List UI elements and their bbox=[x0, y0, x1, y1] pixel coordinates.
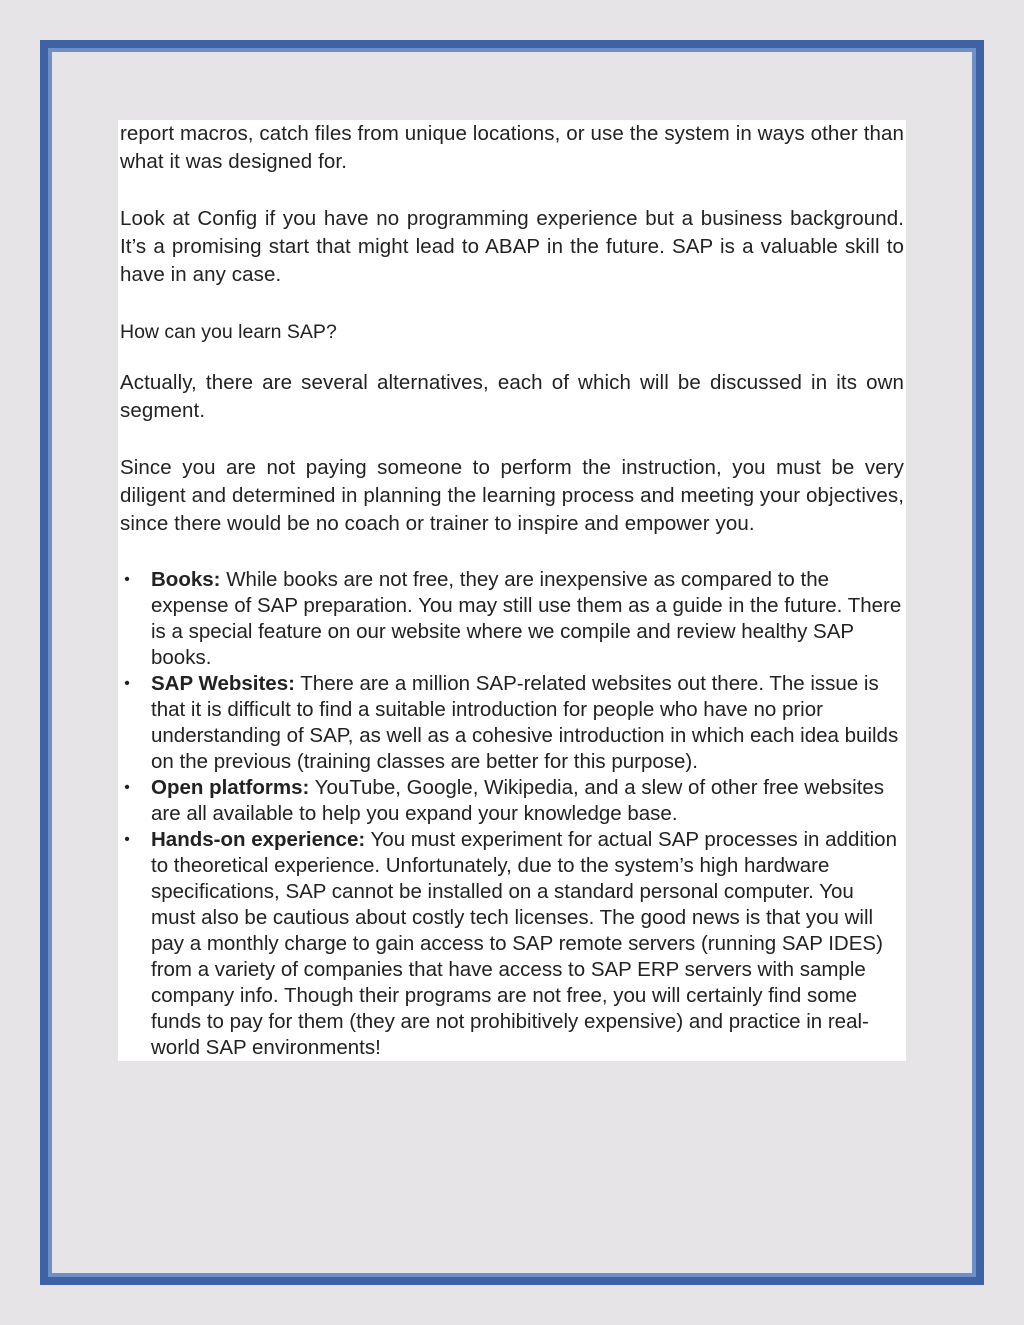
list-item-term: SAP Websites: bbox=[151, 672, 295, 695]
bullet-icon: • bbox=[124, 779, 130, 796]
list-item-text: You must experiment for actual SAP processes in addition to theoretical experience. Unfortunately, due to the system’s high hardware specifications, SAP cannot be installed on a standard personal computer. You must also be cautious about costly tech licenses. The good news is that you will pay a monthly charge to gain access to SAP remote servers (running SAP IDES) from a variety of companies that have access to SAP ERP servers with sample company info. Though their programs are not free, you will certainly find some funds to pay for them (they are not prohibitively expensive) and practice in real-world SAP environments! bbox=[151, 828, 897, 1059]
list-item-term: Books: bbox=[151, 568, 221, 591]
document-text-block bbox=[118, 120, 906, 1061]
list-item-text: There are a million SAP-related websites out there. The issue is that it is difficult to find a suitable introduction for people who have no prior understanding of SAP, as well as a cohesive introduction in which each idea builds on the previous (training classes are better for this purpose). bbox=[151, 672, 899, 773]
bullet-icon: • bbox=[124, 571, 130, 588]
list-item-books bbox=[118, 567, 906, 671]
paragraph-config: Look at Config if you have no programming experience but a business background. It’s a promising start that might lead to ABAP in the future. SAP is a valuable skill to have in any case. bbox=[120, 207, 904, 286]
bullet-icon: • bbox=[124, 675, 130, 692]
list-item-text: YouTube, Google, Wikipedia, and a slew of other free websites are all available to help you expand your knowledge base. bbox=[151, 776, 885, 825]
list-item-open-platforms bbox=[118, 775, 906, 827]
list-item-term: Open platforms: bbox=[151, 776, 310, 799]
bullet-icon: • bbox=[124, 831, 130, 848]
paragraph-alternatives: Actually, there are several alternatives, each of which will be discussed in its own segment. bbox=[120, 371, 904, 422]
section-heading-learn-sap: How can you learn SAP? bbox=[120, 321, 337, 343]
list-item-sap-websites bbox=[118, 671, 906, 775]
list-item-text: While books are not free, they are inexpensive as compared to the expense of SAP preparation. You may still use them as a guide in the future. There is a special feature on our website where we compile and review healthy SAP books. bbox=[151, 568, 902, 669]
list-item-term: Hands-on experience: bbox=[151, 828, 366, 851]
learning-options-list bbox=[118, 567, 906, 1061]
paragraph-report-macros: report macros, catch files from unique locations, or use the system in ways other than what it was designed for. bbox=[120, 122, 904, 173]
list-item-hands-on bbox=[118, 827, 906, 1061]
paragraph-self-study: Since you are not paying someone to perform the instruction, you must be very diligent and determined in planning the learning process and meeting your objectives, since there would be no coach or trainer to inspire and empower you. bbox=[120, 456, 904, 535]
